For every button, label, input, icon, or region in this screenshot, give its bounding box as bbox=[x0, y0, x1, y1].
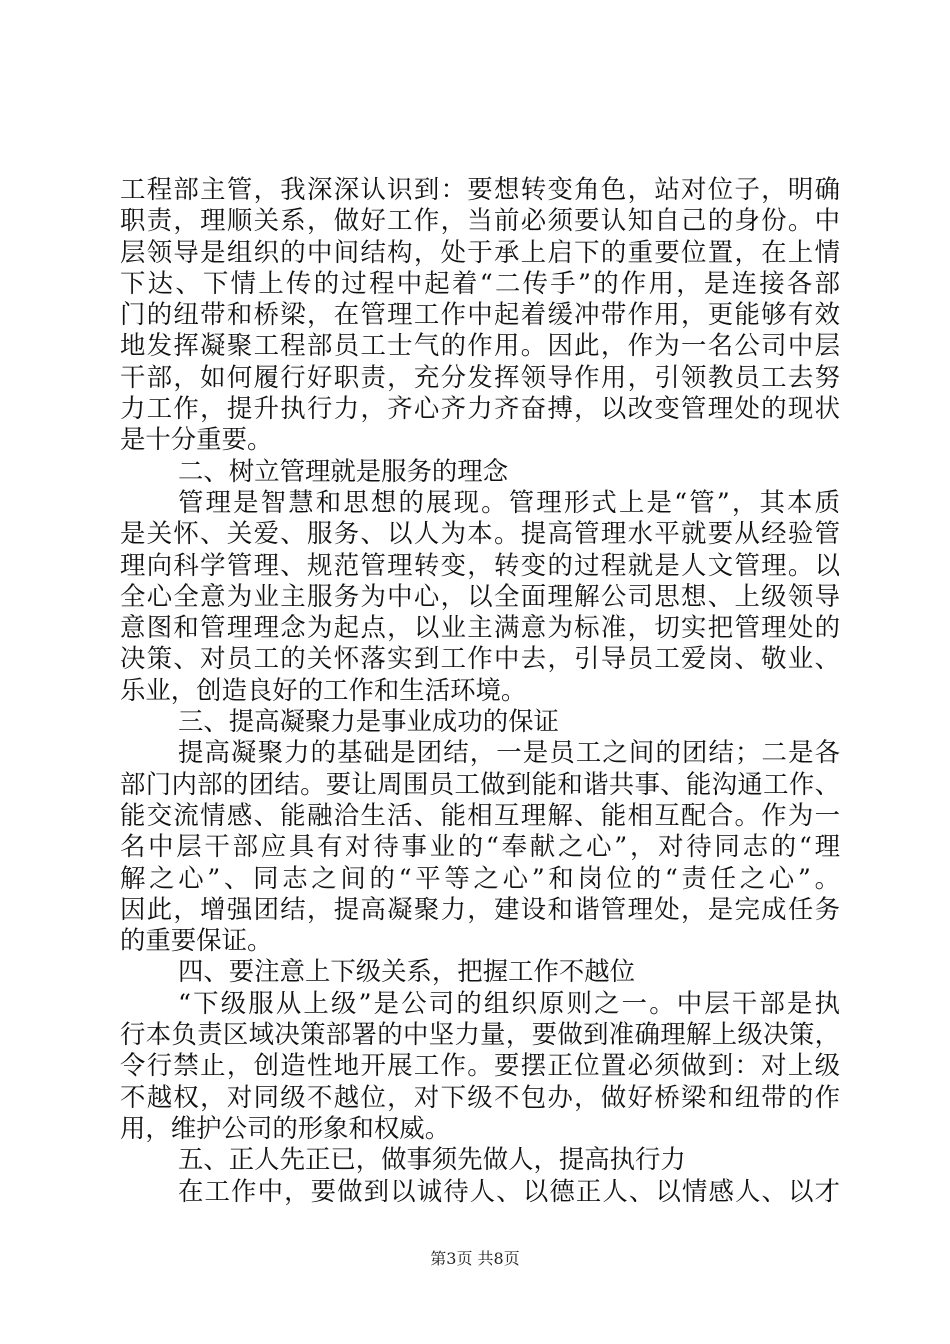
paragraph-line: 地发挥凝聚工程部员工士气的作用。因此，作为一名公司中层 bbox=[120, 330, 840, 361]
paragraph-line: 提高凝聚力的基础是团结，一是员工之间的团结；二是各 bbox=[178, 737, 840, 768]
paragraph-line: 不越权，对同级不越位，对下级不包办，做好桥梁和纽带的作 bbox=[120, 1081, 840, 1112]
section-heading: 三、提高凝聚力是事业成功的保证 bbox=[178, 706, 559, 737]
paragraph-line: 干部，如何履行好职责，充分发挥领导作用，引领教员工去努 bbox=[120, 361, 840, 392]
paragraph-line: 工程部主管，我深深认识到：要想转变角色，站对位子，明确 bbox=[120, 174, 840, 204]
paragraph-line: 在工作中，要做到以诚待人、以德正人、以情感人、以才 bbox=[178, 1175, 840, 1206]
paragraph-line: 是关怀、关爱、服务、以人为本。提高管理水平就要从经验管 bbox=[120, 518, 840, 549]
paragraph-line: 门的纽带和桥梁，在管理工作中起着缓冲带作用，更能够有效 bbox=[120, 299, 840, 330]
paragraph-line: 下达、下情上传的过程中起着“二传手”的作用，是连接各部 bbox=[120, 267, 840, 298]
paragraph-line: 全心全意为业主服务为中心，以全面理解公司思想、上级领导 bbox=[120, 580, 840, 611]
paragraph-line: 理向科学管理、规范管理转变，转变的过程就是人文管理。以 bbox=[120, 549, 840, 580]
paragraph-line: 职责，理顺关系，做好工作，当前必须要认知自己的身份。中 bbox=[120, 205, 840, 236]
paragraph-line: 解之心”、同志之间的“平等之心”和岗位的“责任之心”。 bbox=[120, 862, 840, 893]
section-heading: 五、正人先正已，做事须先做人，提高执行力 bbox=[178, 1144, 686, 1175]
paragraph-line: 的重要保证。 bbox=[120, 925, 273, 956]
paragraph-line: 决策、对员工的关怀落实到工作中去，引导员工爱岗、敬业、 bbox=[120, 643, 840, 674]
paragraph-line: 力工作，提升执行力，齐心齐力齐奋搏，以改变管理处的现状 bbox=[120, 393, 840, 424]
paragraph-line: 是十分重要。 bbox=[120, 424, 273, 455]
paragraph-line: 乐业，创造良好的工作和生活环境。 bbox=[120, 674, 527, 705]
page-number-footer: 第3页 共8页 bbox=[430, 1249, 520, 1268]
paragraph-line: 行本负责区域决策部署的中坚力量，要做到准确理解上级决策， bbox=[120, 1019, 840, 1050]
paragraph-line: 意图和管理理念为起点，以业主满意为标准，切实把管理处的 bbox=[120, 612, 840, 643]
paragraph-line: “下级服从上级”是公司的组织原则之一。中层干部是执 bbox=[178, 987, 840, 1018]
paragraph-line: 层领导是组织的中间结构，处于承上启下的重要位置，在上情 bbox=[120, 236, 840, 267]
paragraph-line: 部门内部的团结。要让周围员工做到能和谐共事、能沟通工作、 bbox=[120, 768, 840, 799]
paragraph-line: 用，维护公司的形象和权威。 bbox=[120, 1112, 451, 1143]
paragraph-line: 令行禁止，创造性地开展工作。要摆正位置必须做到：对上级 bbox=[120, 1050, 840, 1081]
paragraph-line: 能交流情感、能融洽生活、能相互理解、能相互配合。作为一 bbox=[120, 799, 840, 830]
document-body bbox=[120, 174, 840, 1207]
paragraph-line: 管理是智慧和思想的展现。管理形式上是“管”，其本质 bbox=[178, 486, 840, 517]
paragraph-line: 因此，增强团结，提高凝聚力，建设和谐管理处，是完成任务 bbox=[120, 893, 840, 924]
section-heading: 四、要注意上下级关系，把握工作不越位 bbox=[178, 956, 636, 987]
section-heading: 二、树立管理就是服务的理念 bbox=[178, 455, 509, 486]
paragraph-line: 名中层干部应具有对待事业的“奉献之心”，对待同志的“理 bbox=[120, 831, 840, 862]
